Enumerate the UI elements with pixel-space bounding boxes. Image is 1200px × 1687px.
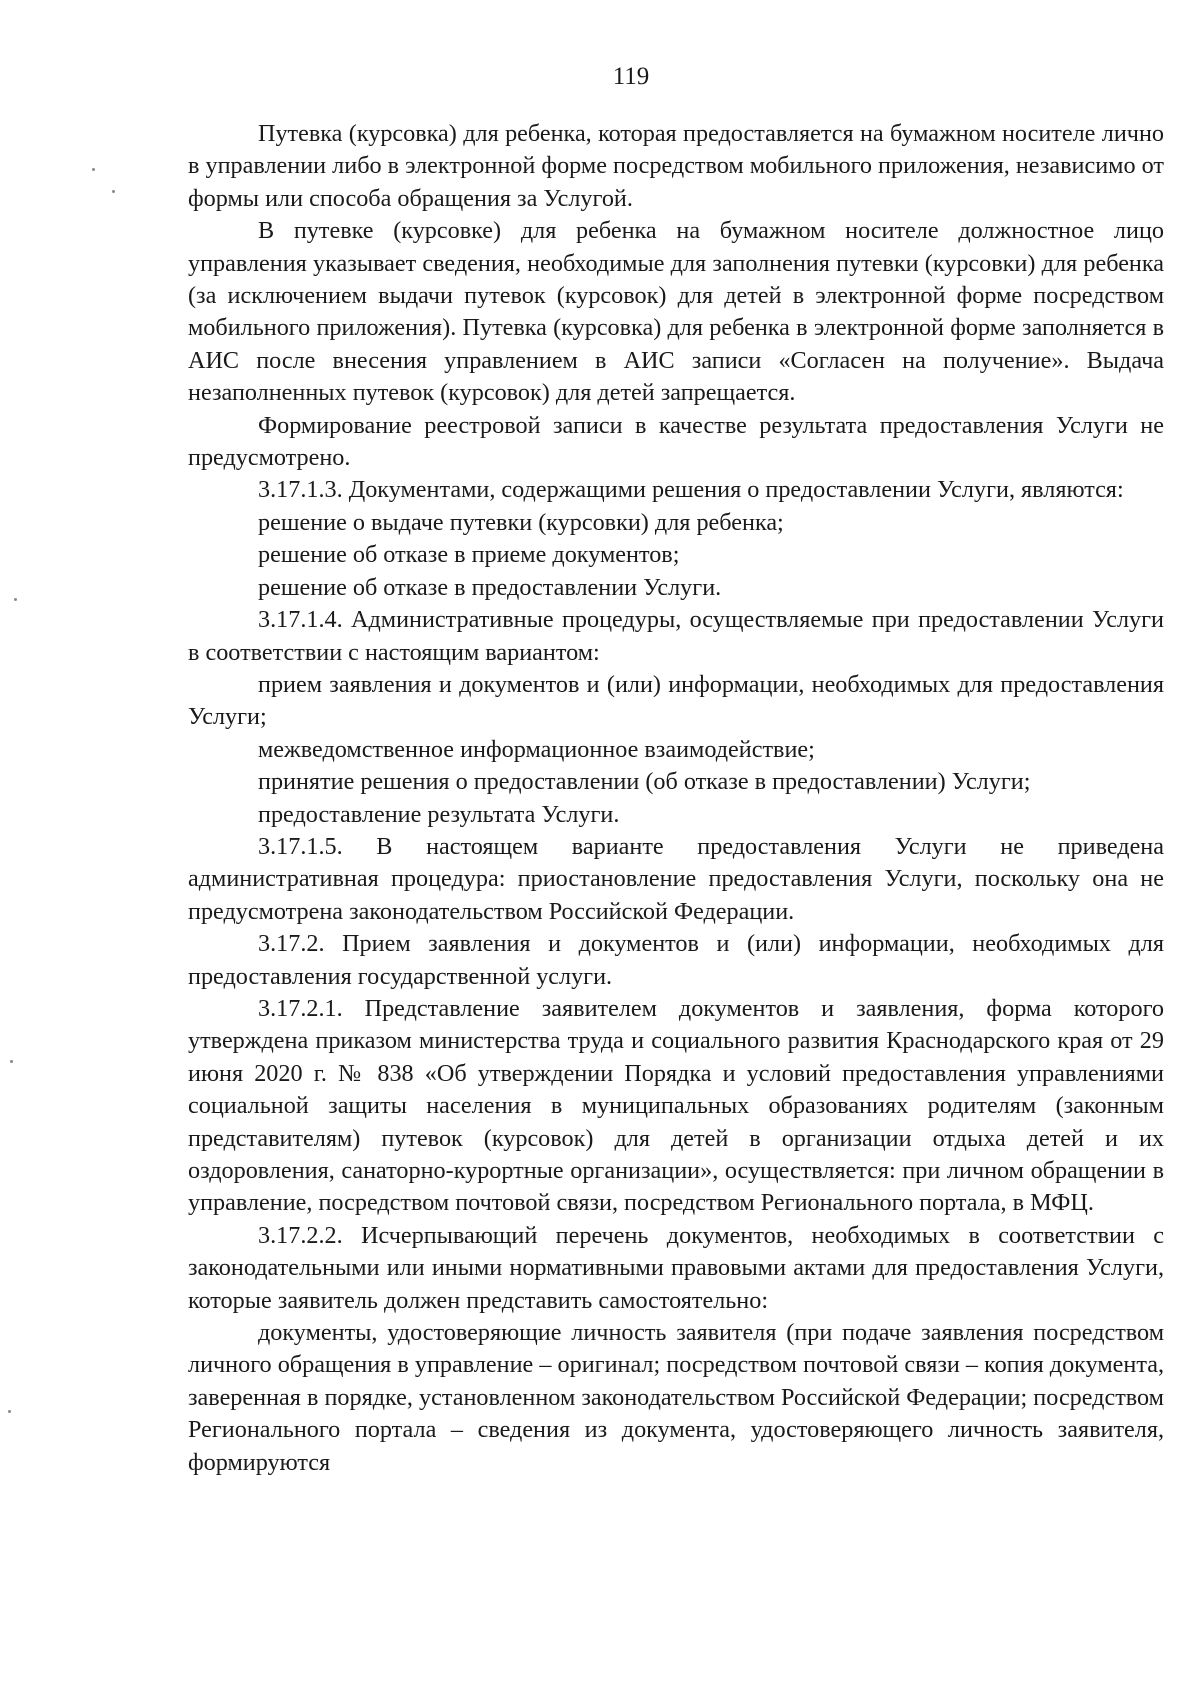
paragraph: документы, удостоверяющие личность заявителя (при подаче заявления посредством личного обращения в управление – оригинал; посредством почтовой связи – копия документа, заверенная в порядке, установленном законодательством Российской Федерации; посредством Регионального портала – сведения из документа, удостоверяющего личность заявителя, формируются <box>188 1319 1164 1476</box>
paragraph: 3.17.1.5. В настоящем варианте предоставления Услуги не приведена административная процедура: приостановление предоставления Услуги, поскольку она не предусмотрена законодательством Российской Федерации. <box>188 832 1164 925</box>
list-item: решение об отказе в приеме документов; <box>258 541 680 569</box>
paragraph: Формирование реестровой записи в качестве результата предоставления Услуги не предусмотрено. <box>188 411 1164 472</box>
paragraph: 3.17.2.1. Представление заявителем документов и заявления, форма которого утверждена приказом министерства труда и социального развития Краснодарского края от 29 июня 2020 г. № 838 «Об утверждении Порядка и условий предоставления управлениями социальной защиты населения в муниципальных образованиях родителям (законным представителям) путевок (курсовок) для детей в организации отдыха детей и их оздоровления, санаторно-курортные организации», осуществляется: при личном обращении в управление, посредством почтовой связи, посредством Регионального портала, в МФЦ. <box>188 994 1164 1217</box>
list-item: решение о выдаче путевки (курсовки) для ребенка; <box>258 508 784 536</box>
list-item: принятие решения о предоставлении (об отказе в предоставлении) Услуги; <box>258 768 1031 796</box>
scan-speck <box>14 598 17 601</box>
list-item: межведомственное информационное взаимодействие; <box>258 735 815 763</box>
paragraph: 3.17.1.4. Административные процедуры, осуществляемые при предоставлении Услуги в соответствии с настоящим вариантом: <box>188 606 1164 666</box>
list-item: прием заявления и документов и (или) информации, необходимых для предоставления Услуги; <box>188 670 1164 731</box>
scan-speck <box>10 1060 13 1063</box>
scan-speck <box>92 168 95 171</box>
paragraph: Путевка (курсовка) для ребенка, которая предоставляется на бумажном носителе лично в управлении либо в электронной форме посредством мобильного приложения, независимо от формы или способа обращения за Услугой. <box>188 120 1164 212</box>
list-item: предоставление результата Услуги. <box>258 800 620 828</box>
paragraph: В путевке (курсовке) для ребенка на бумажном носителе должностное лицо управления указывает сведения, необходимые для заполнения путевки (курсовки) для ребенка (за исключением выдачи путевок (курсовок) для детей в электронной форме посредством мобильного приложения). Путевка (курсовка) для ребенка в электронной форме заполняется в АИС после внесения управлением в АИС записи «Согласен на получение». Выдача незаполненных путевок (курсовок) для детей запрещается. <box>188 217 1164 407</box>
list-item: решение об отказе в предоставлении Услуги. <box>258 573 722 601</box>
scan-speck <box>112 190 115 193</box>
document-body <box>188 118 1164 1479</box>
paragraph: 3.17.2.2. Исчерпывающий перечень документов, необходимых в соответствии с законодательными или иными нормативными правовыми актами для предоставления Услуги, которые заявитель должен представить самостоятельно: <box>188 1221 1164 1314</box>
page-number: 119 <box>612 63 650 90</box>
paragraph: 3.17.2. Прием заявления и документов и (или) информации, необходимых для предоставления государственной услуги. <box>188 930 1164 990</box>
scan-speck <box>8 1410 11 1413</box>
paragraph: 3.17.1.3. Документами, содержащими решения о предоставлении Услуги, являются: <box>258 476 1124 504</box>
